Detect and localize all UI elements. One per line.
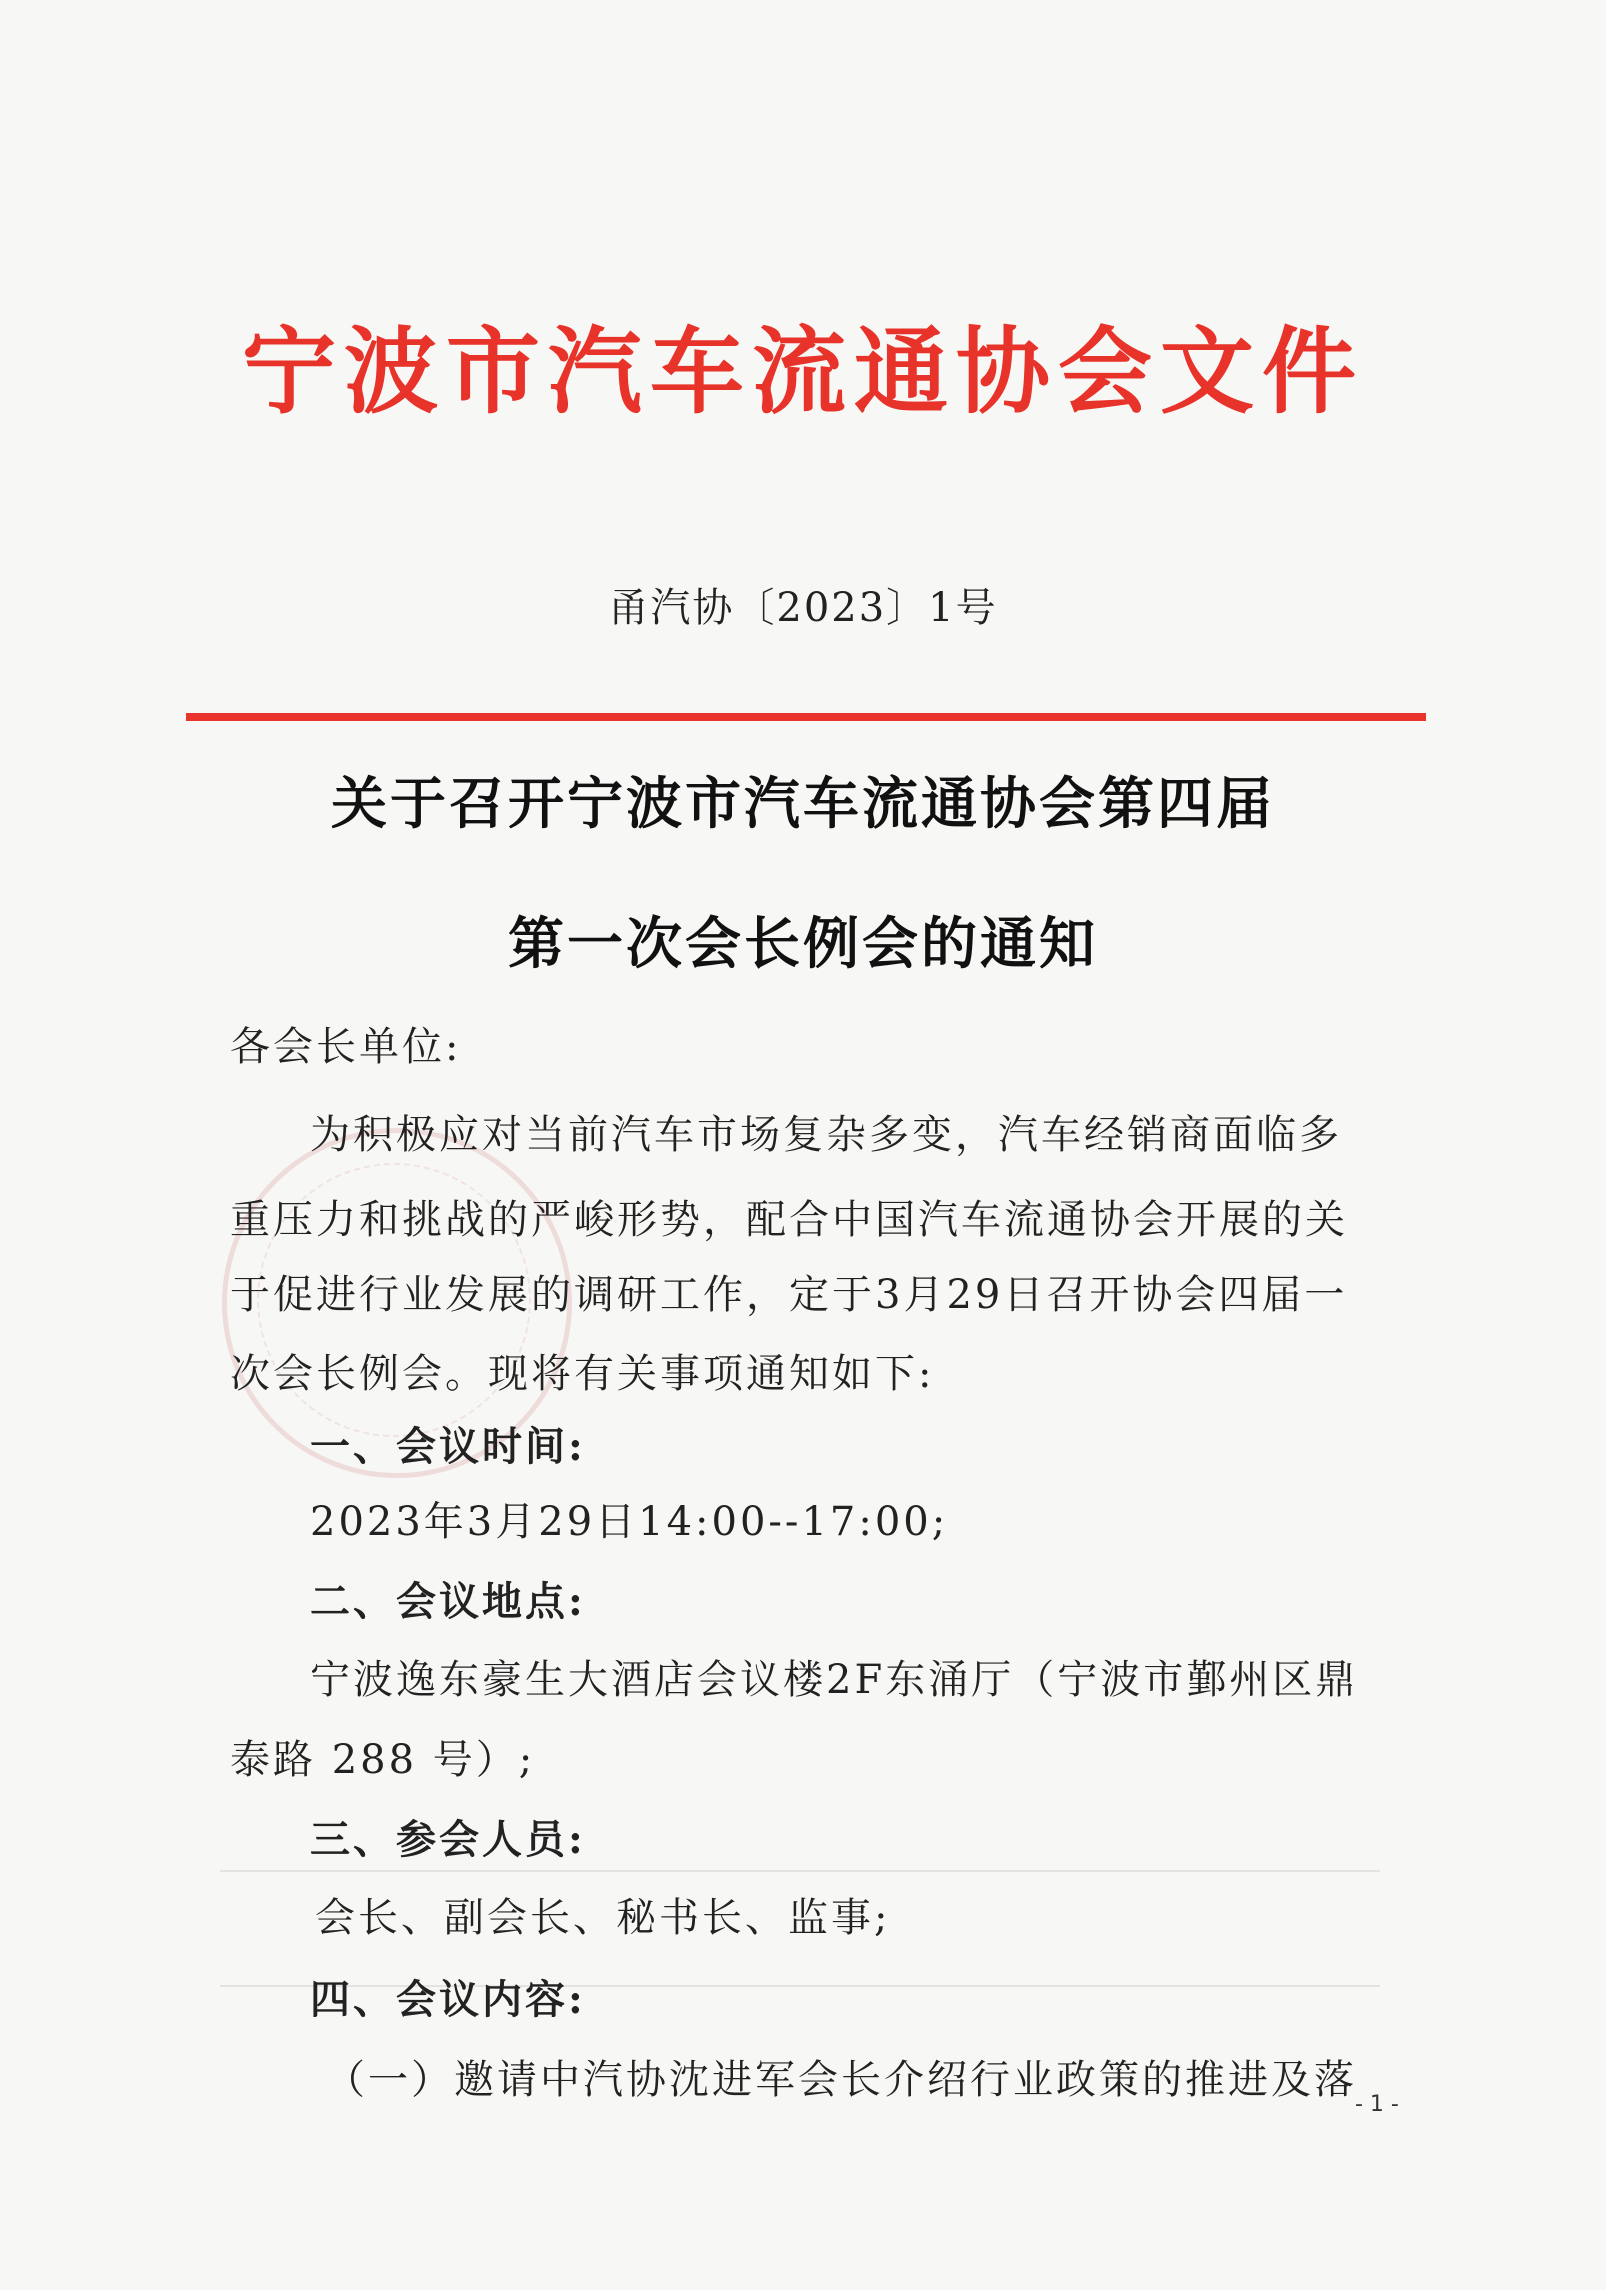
intro-line-4: 次会长例会。现将有关事项通知如下: xyxy=(230,1351,935,1397)
section-heading-location: 二、会议地点: xyxy=(310,1578,586,1625)
meeting-location-line-2: 泰路 288 号）; xyxy=(230,1737,536,1783)
red-divider-rule xyxy=(186,713,1426,721)
org-header-title: 宁波市汽车流通协会文件 xyxy=(241,318,1364,427)
page-number: - 1 - xyxy=(1355,2092,1399,2117)
bleed-through-rule xyxy=(220,1870,1380,1872)
notice-title-line-2: 第一次会长例会的通知 xyxy=(508,911,1098,977)
meeting-location-line-1: 宁波逸东豪生大酒店会议楼2F东涌厅（宁波市鄞州区鼎 xyxy=(310,1657,1359,1703)
section-heading-time: 一、会议时间: xyxy=(310,1423,586,1470)
intro-line-3: 于促进行业发展的调研工作，定于3月29日召开协会四届一 xyxy=(230,1272,1348,1318)
notice-title-line-1: 关于召开宁波市汽车流通协会第四届 xyxy=(331,771,1275,837)
section-heading-content: 四、会议内容: xyxy=(310,1976,586,2023)
salutation: 各会长单位: xyxy=(230,1024,462,1070)
intro-line-1: 为积极应对当前汽车市场复杂多变，汽车经销商面临多 xyxy=(310,1112,1342,1158)
meeting-time: 2023年3月29日14:00--17:00; xyxy=(310,1499,949,1545)
document-number: 甬汽协〔2023〕1号 xyxy=(608,585,998,631)
section-heading-attendees: 三、参会人员: xyxy=(310,1816,586,1863)
attendees: 会长、副会长、秘书长、监事; xyxy=(315,1895,891,1941)
content-item-1: （一）邀请中汽协沈进军会长介绍行业政策的推进及落 xyxy=(325,2057,1357,2103)
intro-line-2: 重压力和挑战的严峻形势，配合中国汽车流通协会开展的关 xyxy=(230,1197,1348,1243)
